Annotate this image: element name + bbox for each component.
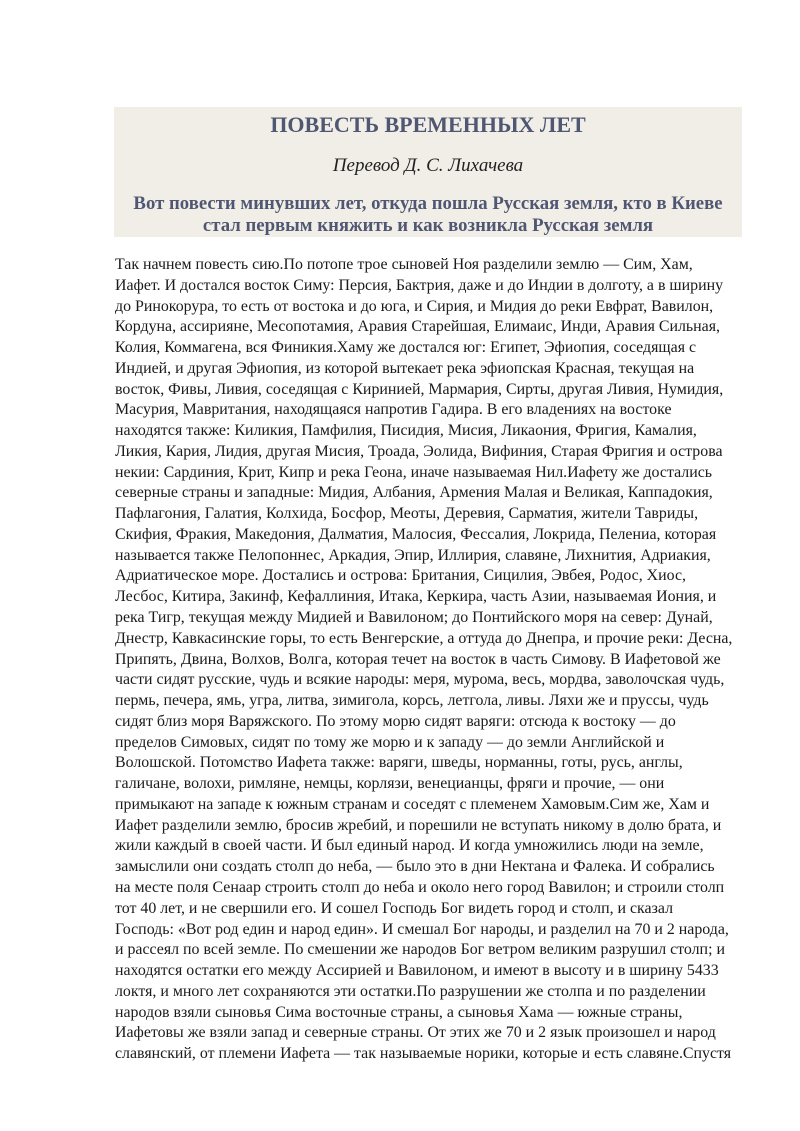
body-line: Кордуна, ассирияне, Месопотамия, Аравия Старейшая, Елимаис, Инди, Аравия Сильная, — [115, 318, 720, 336]
body-line: Индией, и другая Эфиопия, из которой вытекает река эфиопская Красная, текущая на — [115, 359, 695, 377]
body-line: галичане, волохи, римляне, немцы, корлязи, венецианцы, фряги и прочие, — они — [115, 775, 665, 793]
body-line: тот 40 лет, и не свершили его. И сошел Господь Бог видеть город и столп, и сказал — [115, 899, 673, 917]
body-line: Адриатическое море. Достались и острова: Британия, Сицилия, Эвбея, Родос, Хиос, — [115, 567, 687, 585]
body-line: некии: Сардиния, Крит, Кипр и река Геона, иначе называемая Нил.Иафету же достались — [115, 463, 713, 481]
body-line: пределов Симовых, сидят по тому же морю и к западу — до земли Английской и — [115, 733, 665, 751]
body-line: Колия, Коммагена, вся Финикия.Хаму же достался юг: Египет, Эфиопия, соседящая с — [115, 339, 697, 357]
body-line: сидят близ моря Варяжского. По этому морю сидят варяги: отсюда к востоку — до — [115, 712, 676, 730]
body-line: Припять, Двина, Волхов, Волга, которая течет на восток в часть Симову. В Иафетовой же — [115, 650, 721, 668]
body-line: Так начнем повесть сию.По потопе трое сыновей Ноя разделили землю — Сим, Хам, — [115, 256, 693, 273]
body-line: река Тигр, текущая между Мидией и Вавилоном; до Понтийского моря на север: Дунай, — [115, 609, 713, 627]
body-line: Лесбос, Китира, Закинф, Кефаллиния, Итака, Керкира, часть Азии, называемая Иония, и — [115, 588, 717, 606]
body-line: Пафлагония, Галатия, Колхида, Босфор, Меоты, Деревия, Сарматия, жители Тавриды, — [115, 505, 699, 523]
body-line: Ликия, Кария, Лидия, другая Мисия, Троада, Эолида, Вифиния, Старая Фригия и острова — [115, 442, 723, 460]
body-line: восток, Фивы, Ливия, соседящая с Киринией, Мармария, Сирты, другая Ливия, Нумидия, — [115, 380, 724, 398]
body-line: жили каждый в своей части. И был единый народ. И когда умножились люди на земле, — [115, 837, 704, 855]
translator-credit: Перевод Д. С. Лихачева — [332, 155, 524, 176]
body-line: и рассеял по всей земле. По смешении же народов Бог ветром великим разрушил столп; и — [115, 941, 725, 959]
body-line: называется также Пелопоннес, Аркадия, Эпир, Иллирия, славяне, Лихнития, Адриакия, — [115, 546, 711, 564]
body-line: замыслили они создать столп до неба, — было это в дни Нектана и Фалека. И собрались — [115, 858, 715, 876]
body-line: части сидят русские, чудь и всякие народы: меря, мурома, весь, мордва, заволочская чудь, — [115, 671, 725, 689]
body-text — [115, 255, 745, 1065]
body-line: Иафетовы же взяли запад и северные страны. От этих же 70 и 2 язык произошел и народ — [115, 1024, 716, 1042]
body-line: пермь, печера, ямь, угра, литва, зимигола, корсь, летгола, ливы. Ляхи же и пруссы, чудь — [115, 692, 709, 710]
body-line: примыкают на западе к южным странам и соседят с племенем Хамовым.Сим же, Хам и — [115, 795, 710, 813]
body-line: народов взяли сыновья Сима восточные страны, а сыновья Хама — южные страны, — [115, 1003, 683, 1021]
document-subtitle — [114, 193, 742, 237]
body-line: северные страны и западные: Мидия, Албания, Армения Малая и Великая, Каппадокия, — [115, 484, 713, 502]
document-title: ПОВЕСТЬ ВРЕМЕННЫХ ЛЕТ — [270, 112, 586, 137]
body-line: Господь: «Вот род един и народ един». И смешал Бог народы, и разделил на 70 и 2 народа, — [115, 920, 729, 938]
body-line: славянский, от племени Иафета — так называемые норики, которые и есть славяне.Спустя — [115, 1045, 732, 1063]
body-line: находятся также: Киликия, Памфилия, Писидия, Мисия, Ликаония, Фригия, Камалия, — [115, 422, 697, 440]
body-line: Масурия, Мавритания, находящаяся напротив Гадира. В его владениях на востоке — [115, 401, 672, 419]
body-line: локтя, и много лет сохраняются эти остатки.По разрушении же столпа и по разделении — [115, 982, 706, 1000]
body-line: на месте поля Сенаар строить столп до неба и около него город Вавилон; и строили столп — [115, 878, 725, 896]
body-line: Волошской. Потомство Иафета также: варяги, шведы, норманны, готы, русь, англы, — [115, 754, 683, 772]
subtitle-line-1: Вот повести минувших лет, откуда пошла Русская земля, кто в Киеве — [133, 193, 723, 214]
subtitle-line-2: стал первым княжить и как возникла Русская земля — [202, 215, 654, 236]
body-line: Днестр, Кавкасинские горы, то есть Венгерские, а оттуда до Днепра, и прочие реки: Десна, — [115, 629, 733, 647]
body-line: Иафет разделили землю, бросив жребий, и порешили не вступать никому в долю брата, и — [115, 816, 722, 834]
body-line: Иафет. И достался восток Симу: Персия, Бактрия, даже и до Индии в долготу, а в ширину — [115, 276, 724, 294]
body-line: находятся остатки его между Ассирией и Вавилоном, и имеют в высоту и в ширину 5433 — [115, 962, 719, 980]
body-line: Скифия, Фракия, Македония, Далматия, Малосия, Фессалия, Локрида, Пелениа, которая — [115, 525, 717, 543]
body-line: до Ринокорура, то есть от востока и до юга, и Сирия, и Мидия до реки Евфрат, Вавилон, — [115, 297, 714, 315]
